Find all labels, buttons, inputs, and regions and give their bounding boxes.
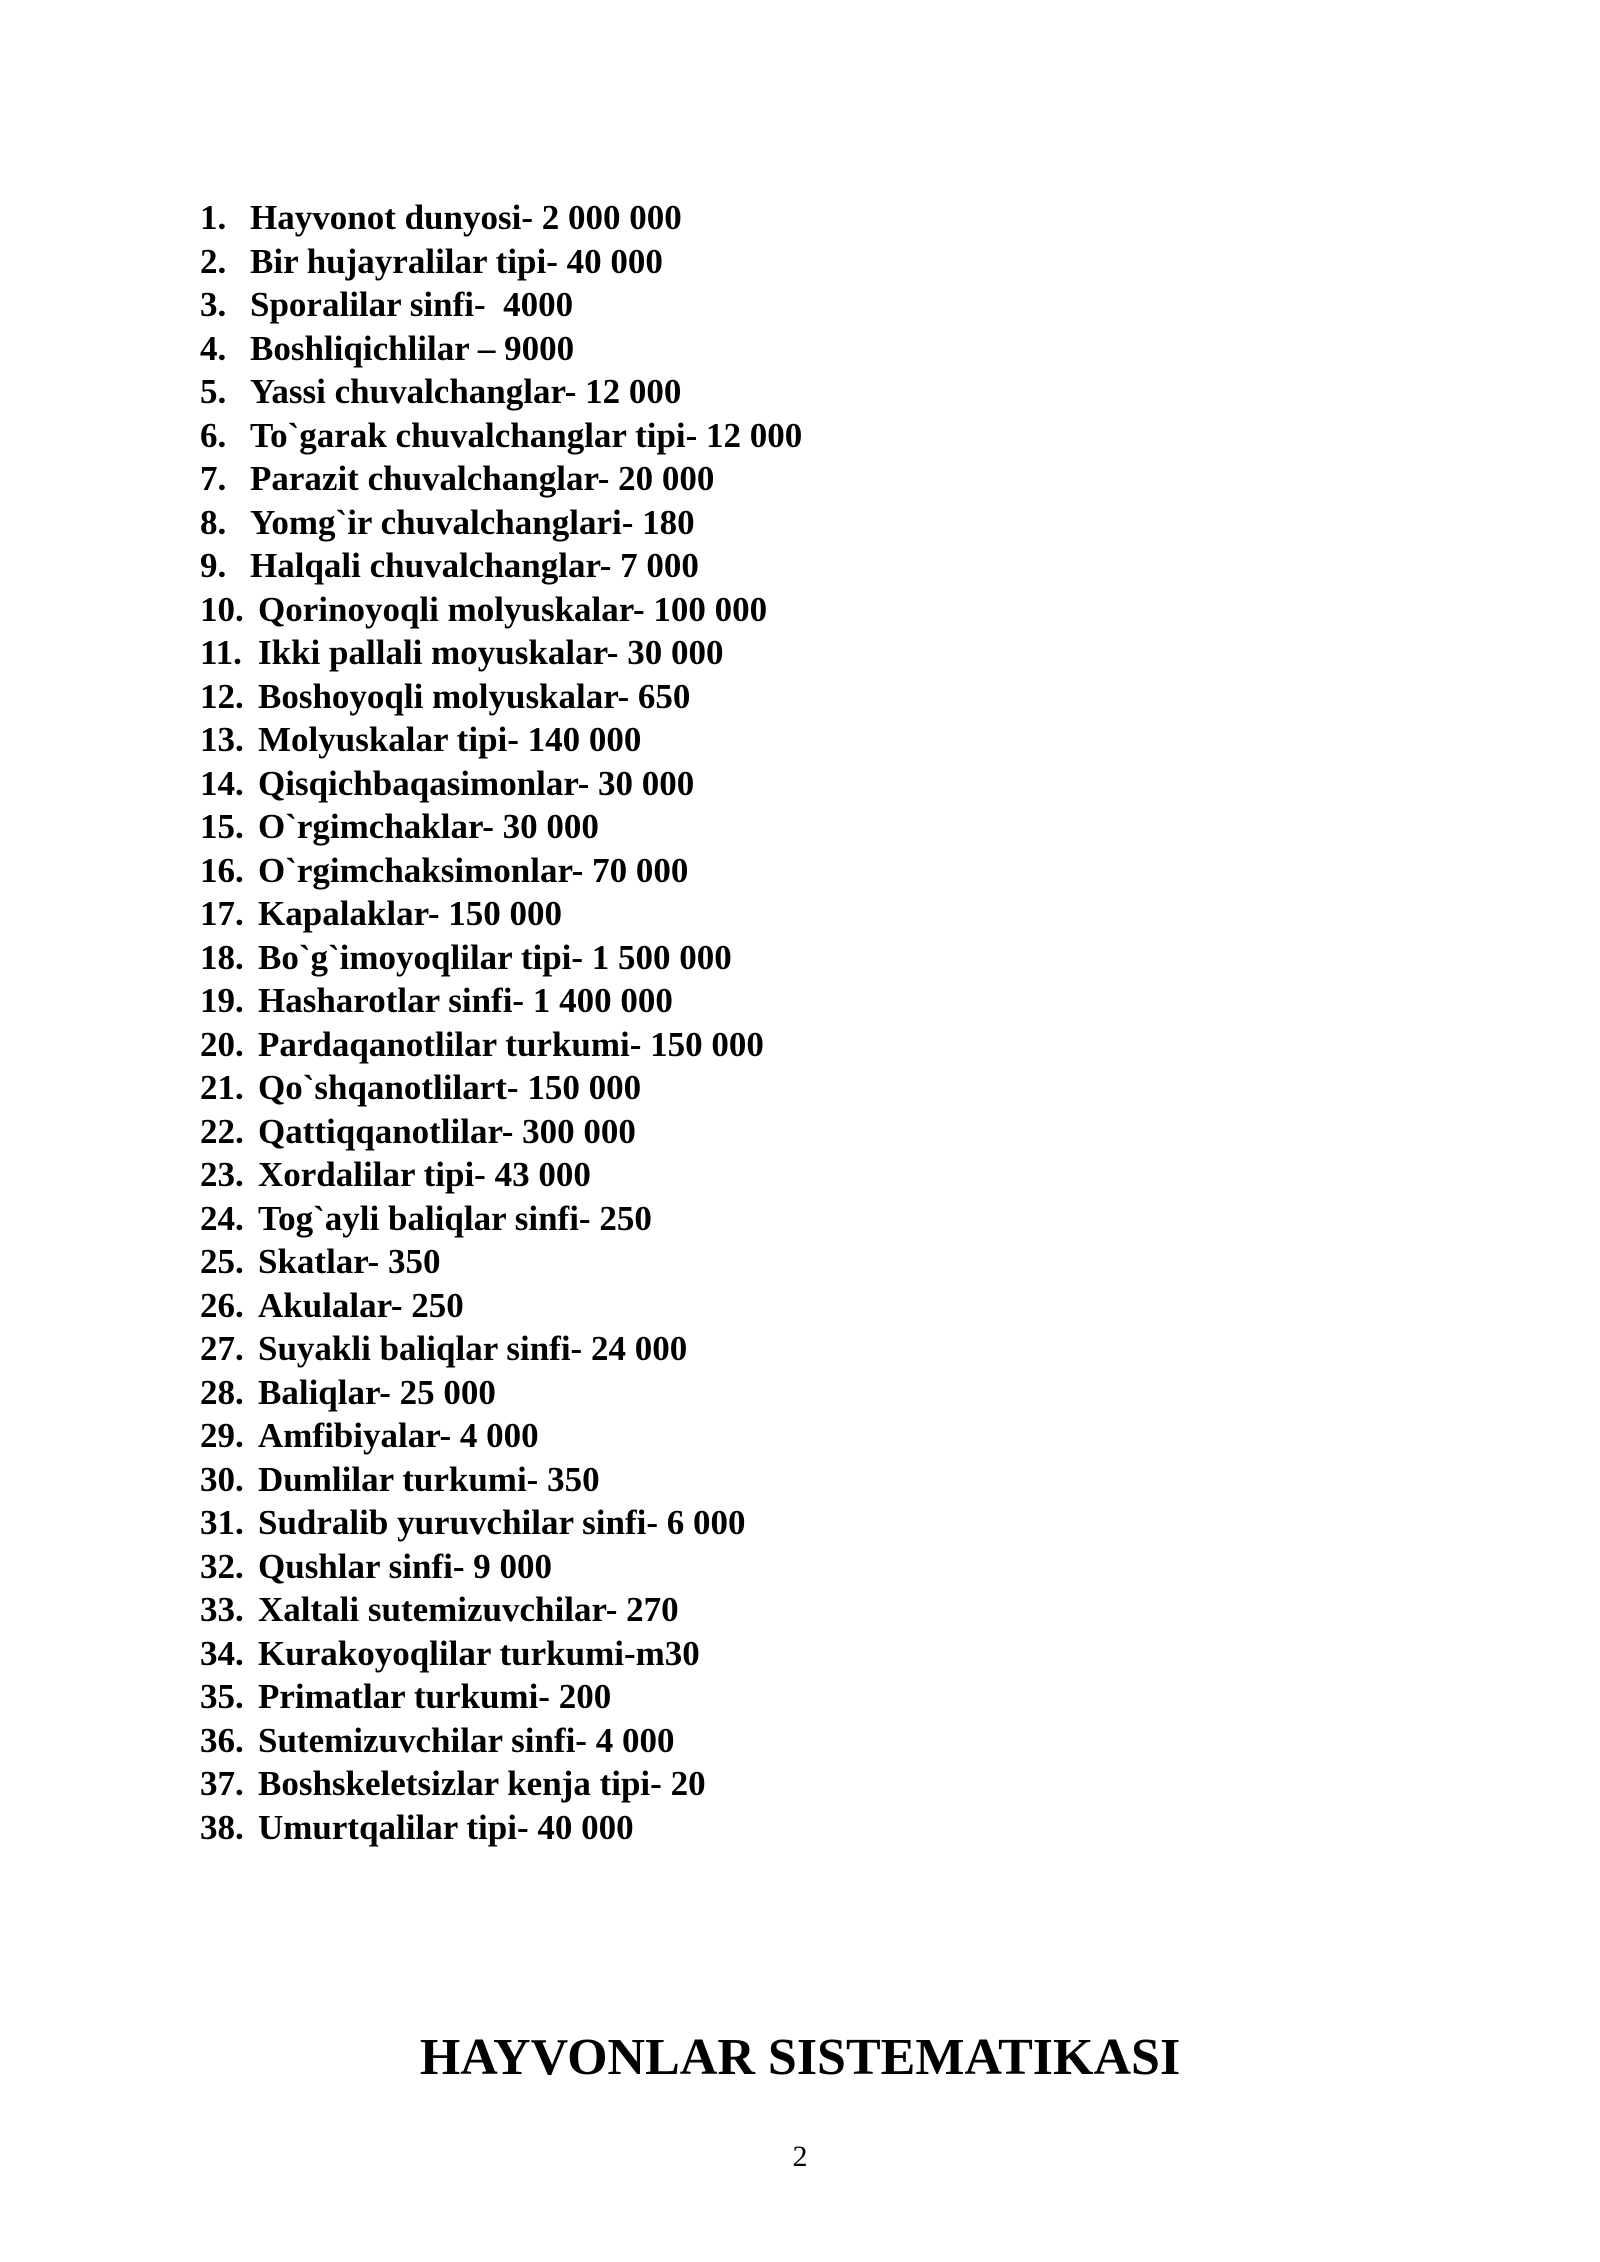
list-item-text: Xaltali sutemizuvchilar- 270 (258, 1590, 679, 1629)
list-item-text: Parazit chuvalchanglar- 20 000 (250, 459, 715, 498)
list-item-text: Skatlar- 350 (258, 1242, 441, 1281)
list-item-text: Baliqlar- 25 000 (258, 1372, 496, 1412)
list-item-text: Qisqichbaqasimonlar- 30 000 (258, 763, 695, 803)
list-item-number: 19. (200, 981, 244, 1020)
list-item (200, 1719, 1400, 1763)
list-item (200, 1762, 1400, 1806)
list-item-number: 21. (200, 1068, 244, 1107)
list-item (200, 1806, 1400, 1850)
list-item (200, 370, 1400, 414)
list-item-text: Halqali chuvalchanglar- 7 000 (250, 546, 699, 585)
list-item-number: 25. (200, 1242, 244, 1281)
list-item-number: 24. (200, 1198, 244, 1238)
list-item-number: 30. (200, 1459, 244, 1499)
list-item (200, 718, 1400, 762)
list-item-number: 14. (200, 763, 244, 803)
list-item-text: Qattiqqanotlilar- 300 000 (258, 1111, 636, 1151)
list-item-text: Boshliqichlilar – 9000 (250, 328, 575, 368)
list-item-text: Bir hujayralilar tipi- 40 000 (250, 241, 663, 281)
list-item-number: 29. (200, 1416, 244, 1455)
list-item-text: Amfibiyalar- 4 000 (258, 1416, 539, 1455)
list-item-number: 36. (200, 1720, 244, 1760)
list-item (200, 631, 1400, 675)
list-item (200, 675, 1400, 719)
list-item (200, 1675, 1400, 1719)
list-item-text: Hayvonot dunyosi- 2 000 000 (250, 198, 682, 237)
list-item-number: 32. (200, 1546, 244, 1586)
list-item-text: O`rgimchaksimonlar- 70 000 (258, 850, 689, 890)
list-item (200, 849, 1400, 893)
list-item-number: 37. (200, 1764, 244, 1803)
list-item-number: 8. (200, 502, 227, 542)
list-item-text: Kapalaklar- 150 000 (258, 894, 562, 933)
list-item-text: Sporalilar sinfi- 4000 (250, 285, 574, 324)
list-item (200, 1066, 1400, 1110)
list-item-number: 4. (200, 328, 227, 368)
list-item (200, 1501, 1400, 1545)
list-item-text: Molyuskalar tipi- 140 000 (258, 720, 642, 759)
list-item-text: Ikki pallali moyuskalar- 30 000 (258, 633, 724, 672)
list-item-number: 11. (200, 633, 242, 672)
list-item-text: O`rgimchaklar- 30 000 (258, 807, 599, 846)
list-item-number: 26. (200, 1285, 244, 1325)
list-item-number: 6. (200, 415, 227, 455)
list-item-text: To`garak chuvalchanglar tipi- 12 000 (250, 415, 803, 455)
list-item-text: Suyakli baliqlar sinfi- 24 000 (258, 1329, 688, 1368)
list-item (200, 805, 1400, 849)
list-item (200, 1371, 1400, 1415)
list-item-text: Qorinoyoqli molyuskalar- 100 000 (258, 589, 768, 629)
list-item (200, 1588, 1400, 1632)
list-item-text: Hasharotlar sinfi- 1 400 000 (258, 981, 673, 1020)
list-item-number: 7. (200, 459, 227, 498)
list-item (200, 414, 1400, 458)
list-item-text: Bo`g`imoyoqlilar tipi- 1 500 000 (258, 937, 732, 977)
list-item-number: 15. (200, 807, 244, 846)
list-item-number: 35. (200, 1677, 244, 1716)
list-item-number: 18. (200, 937, 244, 977)
list-item-number: 16. (200, 850, 244, 890)
list-item-number: 22. (200, 1111, 244, 1151)
list-item (200, 1240, 1400, 1284)
list-item-text: Kurakoyoqlilar turkumi-m30 (258, 1633, 700, 1673)
list-item-number: 3. (200, 285, 227, 324)
list-item-number: 38. (200, 1807, 244, 1847)
list-item (200, 892, 1400, 936)
list-item-text: Yomg`ir chuvalchanglari- 180 (250, 502, 695, 542)
list-item-number: 2. (200, 241, 227, 281)
list-item-number: 34. (200, 1633, 244, 1673)
list-item-number: 12. (200, 676, 244, 716)
list-item (200, 1197, 1400, 1241)
list-item (200, 196, 1400, 240)
list-item-text: Boshoyoqli molyuskalar- 650 (258, 676, 691, 716)
list-item (200, 501, 1400, 545)
list-item (200, 1284, 1400, 1328)
list-item-text: Yassi chuvalchanglar- 12 000 (250, 372, 682, 411)
list-item-number: 27. (200, 1329, 244, 1368)
list-item-text: Primatlar turkumi- 200 (258, 1677, 612, 1716)
list-item-number: 5. (200, 372, 227, 411)
list-item (200, 457, 1400, 501)
page-number: 2 (792, 2140, 808, 2173)
list-item-text: Xordalilar tipi- 43 000 (258, 1155, 591, 1194)
list-item-text: Sutemizuvchilar sinfi- 4 000 (258, 1720, 675, 1760)
list-item (200, 762, 1400, 806)
list-item (200, 979, 1400, 1023)
list-item (200, 1545, 1400, 1589)
list-item-number: 20. (200, 1024, 244, 1064)
list-item (200, 1110, 1400, 1154)
list-item-number: 33. (200, 1590, 244, 1629)
list-item-text: Dumlilar turkumi- 350 (258, 1459, 600, 1499)
list-item (200, 1153, 1400, 1197)
list-item (200, 1327, 1400, 1371)
list-item-text: Akulalar- 250 (258, 1285, 464, 1325)
list-item (200, 327, 1400, 371)
list-item-text: Pardaqanotlilar turkumi- 150 000 (258, 1024, 764, 1064)
list-item-text: Boshskeletsizlar kenja tipi- 20 (258, 1764, 706, 1803)
list-item-text: Sudralib yuruvchilar sinfi- 6 000 (258, 1503, 746, 1542)
list-item-number: 28. (200, 1372, 244, 1412)
list-item (200, 240, 1400, 284)
list-item-number: 10. (200, 589, 244, 629)
list-item-text: Tog`ayli baliqlar sinfi- 250 (258, 1198, 652, 1238)
list-item (200, 1414, 1400, 1458)
list-item-text: Qushlar sinfi- 9 000 (258, 1546, 552, 1586)
list-item (200, 1458, 1400, 1502)
list-item-text: Qo`shqanotlilart- 150 000 (258, 1068, 642, 1107)
list-item (200, 588, 1400, 632)
list-item (200, 936, 1400, 980)
list-item (200, 1632, 1400, 1676)
list-item-text: Umurtqalilar tipi- 40 000 (258, 1807, 634, 1847)
list-item-number: 1. (200, 198, 227, 237)
list-item (200, 544, 1400, 588)
list-item-number: 31. (200, 1503, 244, 1542)
list-item (200, 1023, 1400, 1067)
list-item-number: 9. (200, 546, 227, 585)
species-count-list (200, 196, 1400, 1849)
list-item (200, 283, 1400, 327)
list-item-number: 17. (200, 894, 244, 933)
list-item-number: 13. (200, 720, 244, 759)
list-item-number: 23. (200, 1155, 244, 1194)
section-heading: HAYVONLAR SISTEMATIKASI (419, 2029, 1181, 2086)
